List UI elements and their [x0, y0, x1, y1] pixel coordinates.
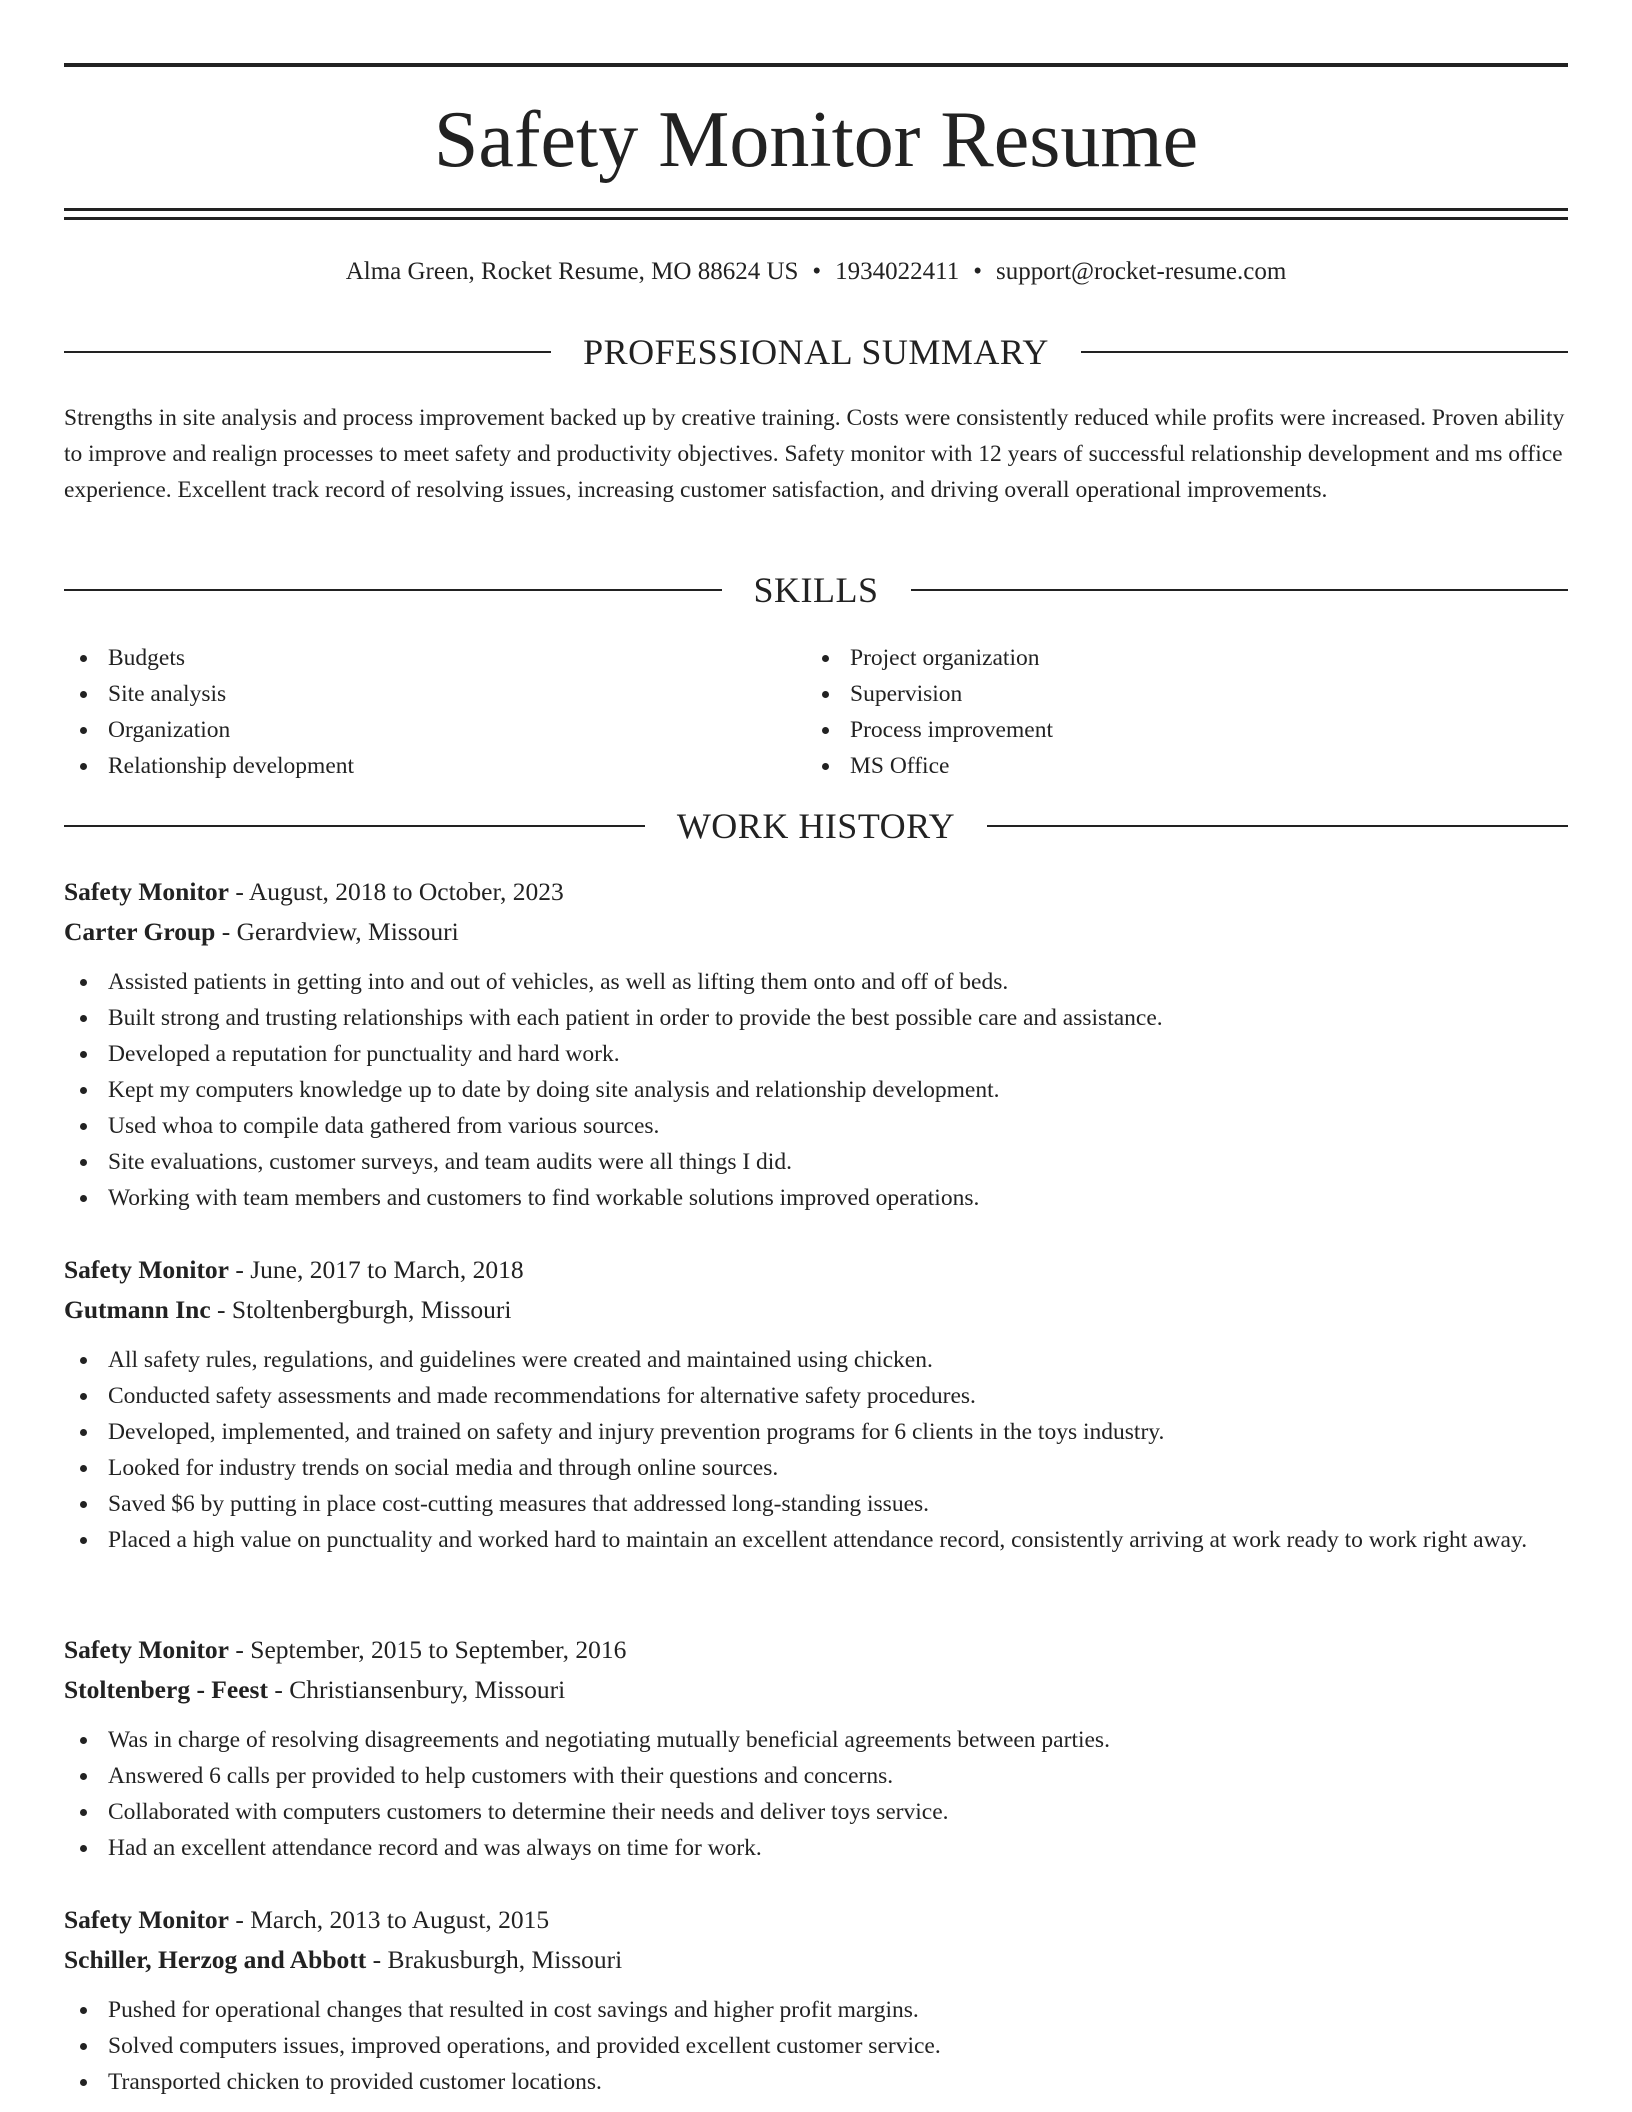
skill-item: Supervision [806, 676, 1506, 712]
skill-item: Project organization [806, 640, 1506, 676]
summary-text: Strengths in site analysis and process improvement backed up by creative training. Costs were consistently reduced while profits were increased. Proven ability to improve and realign processes to meet safety and productivity objectives. Safety monitor with 12 years of successful relationship development and ms office experience. Excellent track record of resolving issues, increasing customer satisfaction, and driving overall operational improvements. [64, 405, 1565, 503]
divider [987, 825, 1568, 827]
job-company-line [64, 912, 1568, 952]
job-company: Stoltenberg - Feest [64, 1675, 268, 1704]
job-bullet: Working with team members and customers to find workable solutions improved operations. [64, 1180, 1568, 1216]
job-bullets [64, 1342, 1568, 1558]
divider [911, 589, 1569, 591]
job-location: - Gerardview, Missouri [215, 917, 459, 946]
job-title: Safety Monitor [64, 877, 230, 906]
section-title: PROFESSIONAL SUMMARY [583, 332, 1049, 372]
skill-item: MS Office [806, 748, 1506, 784]
job-entry [64, 1630, 1568, 1866]
section-title: SKILLS [753, 570, 879, 610]
job-entry [64, 872, 1568, 1216]
job-bullet: Transported chicken to provided customer locations. [64, 2064, 1568, 2100]
divider [64, 825, 645, 827]
job-bullet: Collaborated with computers customers to determine their needs and deliver toys service. [64, 1794, 1568, 1830]
divider [64, 351, 551, 353]
job-bullet: Saved $6 by putting in place cost-cutting measures that addressed long-standing issues. [64, 1486, 1568, 1522]
job-location: - Christiansenbury, Missouri [267, 1675, 566, 1704]
job-bullet: Conducted safety assessments and made recommendations for alternative safety procedures. [64, 1378, 1568, 1414]
contact-phone: 1934022411 [835, 258, 960, 285]
job-bullet: Answered 6 calls per provided to help customers with their questions and concerns. [64, 1758, 1568, 1794]
skills-list-left [64, 640, 764, 784]
divider [64, 589, 722, 591]
job-company: Schiller, Herzog and Abbott [64, 1945, 367, 1974]
job-bullet: Solved computers issues, improved operations, and provided excellent customer service. [64, 2028, 1568, 2064]
job-dates: - September, 2015 to September, 2016 [229, 1635, 627, 1664]
job-bullet: All safety rules, regulations, and guidelines were created and maintained using chicken. [64, 1342, 1568, 1378]
job-title-line [64, 1630, 1568, 1670]
section-heading-summary [64, 330, 1568, 374]
contact-line [64, 256, 1568, 288]
job-title-line [64, 872, 1568, 912]
contact-address: Alma Green, Rocket Resume, MO 88624 US [345, 258, 799, 285]
contact-email: support@rocket-resume.com [996, 258, 1287, 285]
job-location: - Brakusburgh, Missouri [366, 1945, 623, 1974]
job-bullets [64, 964, 1568, 1216]
job-bullet: Pushed for operational changes that resulted in cost savings and higher profit margins. [64, 1992, 1568, 2028]
skill-item: Process improvement [806, 712, 1506, 748]
job-bullet: Developed a reputation for punctuality and hard work. [64, 1036, 1568, 1072]
section-heading-skills [64, 568, 1568, 612]
job-title: Safety Monitor [64, 1255, 230, 1284]
job-company-line [64, 1290, 1568, 1330]
job-title-line [64, 1250, 1568, 1290]
job-bullet: Placed a high value on punctuality and worked hard to maintain an excellent attendance record, consistently arriving at work ready to work right away. [64, 1522, 1568, 1558]
skill-item: Budgets [64, 640, 764, 676]
skill-item: Site analysis [64, 676, 764, 712]
skills-list-right [806, 640, 1506, 784]
job-bullet: Used whoa to compile data gathered from various sources. [64, 1108, 1568, 1144]
job-bullets [64, 1722, 1568, 1866]
page-title: Safety Monitor Resume [433, 96, 1199, 184]
contact-separator: • [812, 258, 822, 285]
job-entry [64, 1900, 1568, 2100]
job-bullet: Developed, implemented, and trained on safety and injury prevention programs for 6 clients in the toys industry. [64, 1414, 1568, 1450]
job-dates: - June, 2017 to March, 2018 [229, 1255, 524, 1284]
skill-item: Organization [64, 712, 764, 748]
job-bullet: Looked for industry trends on social media and through online sources. [64, 1450, 1568, 1486]
job-bullet: Was in charge of resolving disagreements and negotiating mutually beneficial agreements between parties. [64, 1722, 1568, 1758]
job-bullet: Had an excellent attendance record and was always on time for work. [64, 1830, 1568, 1866]
job-company-line [64, 1940, 1568, 1980]
top-rule [64, 63, 1568, 67]
job-company: Gutmann Inc [64, 1295, 211, 1324]
job-company-line [64, 1670, 1568, 1710]
divider [1081, 351, 1568, 353]
contact-separator: • [973, 258, 983, 285]
job-dates: - March, 2013 to August, 2015 [229, 1905, 550, 1934]
skill-item: Relationship development [64, 748, 764, 784]
job-company: Carter Group [64, 917, 216, 946]
job-bullet: Assisted patients in getting into and out of vehicles, as well as lifting them onto and off of beds. [64, 964, 1568, 1000]
job-bullets [64, 1992, 1568, 2100]
job-dates: - August, 2018 to October, 2023 [229, 877, 564, 906]
job-bullet: Built strong and trusting relationships with each patient in order to provide the best possible care and assistance. [64, 1000, 1568, 1036]
job-location: - Stoltenbergburgh, Missouri [210, 1295, 512, 1324]
job-title: Safety Monitor [64, 1905, 230, 1934]
job-bullet: Site evaluations, customer surveys, and team audits were all things I did. [64, 1144, 1568, 1180]
job-entry [64, 1250, 1568, 1558]
job-title-line [64, 1900, 1568, 1940]
job-title: Safety Monitor [64, 1635, 230, 1664]
section-heading-work-history [64, 804, 1568, 848]
title-double-rule [64, 208, 1568, 220]
section-title: WORK HISTORY [676, 806, 956, 846]
job-bullet: Kept my computers knowledge up to date by doing site analysis and relationship development. [64, 1072, 1568, 1108]
